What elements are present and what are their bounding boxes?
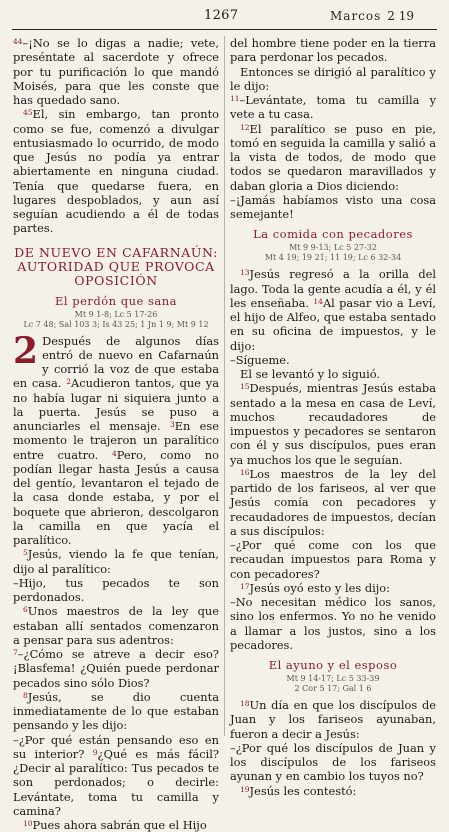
verse-number: 10 xyxy=(23,819,33,828)
verse-text: En ese momento le trajeron un paralítico entre cuatro. xyxy=(13,419,219,462)
verse-text: Unos maestros de la ley que estaban allí sentados comenzaron a pensar para sus adentros: xyxy=(13,604,219,647)
verse-16 xyxy=(230,467,436,538)
chapter-verse: 2 19 xyxy=(387,9,414,23)
verse-number: 12 xyxy=(240,122,250,132)
verse-11 xyxy=(230,93,436,122)
verse-17 xyxy=(230,581,436,595)
verse-1 xyxy=(13,329,219,548)
verse-text: Un día en que los discípulos de Juan y los fariseos ayunaban, fueron a decir a Jesús: xyxy=(230,698,436,741)
cross-reference: 2 Cor 5 17; Gal 1 6 xyxy=(294,684,372,693)
verse-19 xyxy=(230,784,436,798)
dialogue-line: –Hijo, tus pecados te son perdonados. xyxy=(13,575,219,604)
verse-text: Jesús oyó esto y les dijo: xyxy=(249,580,390,595)
verse-number: 11 xyxy=(230,94,240,103)
header-rule xyxy=(12,29,437,30)
cross-reference: Mt 9 1-8; Lc 5 17-26 xyxy=(74,309,158,319)
verse-number: 17 xyxy=(240,581,250,591)
left-column xyxy=(13,36,219,832)
verse-text: Acudieron tantos, que ya no había lugar ni siquiera junto a la puerta. Jesús se puso a anunciarles el mensaje. xyxy=(13,376,219,433)
verse-number: 44 xyxy=(13,37,23,46)
verse-text: Los maestros de la ley del partido de los fariseos, al ver que Jesús comía con pecadores y recaudadores de impuestos, decían a sus discípulos: xyxy=(230,466,436,538)
book-name: Marcos xyxy=(330,9,382,23)
verse-6 xyxy=(13,604,219,647)
verse-44: $^{44}$–¡No se lo digas a nadie; vete, preséntate al sacerdote y ofrece por tu purificación lo que mandó Moisés, para que les conste que has quedado sano. xyxy=(13,36,219,107)
verse-number: 13 xyxy=(240,268,250,278)
verse-text: Jesús les contestó: xyxy=(249,783,357,798)
verse-text: Al pasar vio a Leví, el hijo de Alfeo, que estaba sentado en su oficina de impuestos, y le dijo: xyxy=(230,295,436,353)
verse-number: 16 xyxy=(240,467,250,477)
right-column xyxy=(230,36,436,798)
verse-text: –¿Cómo se atreve a decir eso? ¡Blasfema! ¿Quién puede perdonar pecados sino sólo Dios? xyxy=(13,647,219,690)
verse-number: 7 xyxy=(13,648,18,657)
verse-7 xyxy=(13,647,219,690)
verse-text: Jesús, viendo la fe que tenían, dijo al paralítico: xyxy=(13,547,219,576)
running-head xyxy=(330,9,414,23)
cross-reference: Lc 7 48; Sal 103 3; Is 43 25; 1 Jn 1 9; Mt 9 12 xyxy=(23,319,209,329)
narration: Entonces se dirigió al paralítico y le dijo: xyxy=(230,64,436,93)
verse-number: 18 xyxy=(240,699,250,708)
verse-number: 14 xyxy=(313,296,323,306)
cross-reference: Mt 9 14-17; Lc 5 33-39 xyxy=(286,674,380,683)
verse-text: Jesús, se dio cuenta inmediatamente de lo que estaban pensando y les dijo: xyxy=(13,689,219,733)
page-header xyxy=(0,6,449,28)
cross-reference: Mt 4 19; 19 21; 11 19; Lc 6 32-34 xyxy=(264,253,402,263)
verse-15 xyxy=(230,381,436,467)
verse-45 xyxy=(13,107,219,235)
section-title: DE NUEVO EN CAFARNAÚN: AUTORIDAD QUE PROVOCA OPOSICIÓN xyxy=(14,244,218,288)
pericope-title: El perdón que sana xyxy=(55,293,177,308)
verse-text: Pero, como no podían llegar hasta Jesús a causa del gentío, levantaron el tejado de la casa donde estaba, y por el boquete que abrieron, descolgaron la camilla en que yacía el paralítico. xyxy=(13,447,219,547)
verse-number: 8 xyxy=(23,690,28,700)
verse-text: Después de algunos días entró de nuevo en Cafarnaún y corrió la voz de que estaba en casa. xyxy=(13,333,219,391)
verse-text: Después, mientras Jesús estaba sentado a la mesa en casa de Leví, muchos recaudadores de impuestos y pecadores se sentaron con él y sus discípulos, pues eran ya muchos los que le seguían. xyxy=(230,381,436,467)
verse-9 xyxy=(13,733,219,819)
column-divider xyxy=(224,36,225,736)
verse-number: 45 xyxy=(23,108,33,118)
verse-8 xyxy=(13,690,219,733)
verse-text: Jesús regresó a la orilla del lago. Toda la gente acudía a él, y él les enseñaba. xyxy=(230,267,436,310)
verse-number: 4 xyxy=(111,448,117,458)
verse-10 xyxy=(13,818,219,832)
verse-number: 19 xyxy=(240,784,250,794)
verse-text: –¿Por qué están pensando eso en su interior? xyxy=(13,732,219,761)
verse-number: 5 xyxy=(23,548,28,558)
dialogue-line: –¿Por qué come con los que recaudan impuestos para Roma y con pecadores? xyxy=(230,538,436,581)
verse-13 xyxy=(230,267,436,353)
verse-text: Pues ahora sabrán que el Hijo xyxy=(32,818,207,832)
dialogue-line: –No necesitan médico los sanos, sino los enfermos. Yo no he venido a llamar a los justos, sino a los pecadores. xyxy=(230,595,436,652)
verse-5 xyxy=(13,547,219,576)
verse-number: 9 xyxy=(92,747,98,757)
verse-text: ¿Qué es más fácil? ¿Decir al paralítico: Tus pecados te son perdonados; o decirle: Levántate, toma tu camilla y camina? xyxy=(13,746,219,818)
verse-number: 15 xyxy=(240,382,250,392)
verse-number: 2 xyxy=(66,377,71,387)
verse-text: –Levántate, toma tu camilla y vete a tu casa. xyxy=(230,93,436,122)
page-number: 1267 xyxy=(204,8,239,23)
dialogue-line: –¡Jamás habíamos visto una cosa semejante! xyxy=(230,192,436,221)
dialogue-line: –Sígueme. xyxy=(230,352,290,367)
verse-number: 6 xyxy=(23,605,28,615)
verse-18 xyxy=(230,698,436,741)
pericope-title: El ayuno y el esposo xyxy=(268,658,398,672)
verse-12 xyxy=(230,122,436,193)
verse-number: 3 xyxy=(169,420,175,429)
dialogue-line: –¿Por qué los discípulos de Juan y los discípulos de los fariseos ayunan y en cambio los tuyos no? xyxy=(230,740,436,784)
verse-text: El, sin embargo, tan pronto como se fue, comenzó a divulgar entusiasmado lo ocurrido, de modo que Jesús no podía ya entrar abiertamente en ninguna ciudad. Tenía que quedarse fuera, en lugares despoblados, y aun así seguían acudiendo a él de todas partes. xyxy=(13,107,219,236)
verse-text: ¡No se lo digas a nadie; vete, preséntate al sacerdote y ofrece por tu purificación lo que mandó Moisés, para que les conste que has quedado sano. xyxy=(13,36,219,107)
verse-10-cont: del hombre tiene poder en la tierra para perdonar los pecados. xyxy=(230,36,436,65)
verse-text: El paralítico se puso en pie, tomó en seguida la camilla y salió a la vista de todos, de modo que todos se quedaron maravillados y daban gloria a Dios diciendo: xyxy=(230,121,436,193)
cross-reference: Mt 9 9-13; Lc 5 27-32 xyxy=(289,243,377,253)
narration: El se levantó y lo siguió. xyxy=(240,367,381,381)
pericope-title: La comida con pecadores xyxy=(253,227,413,242)
chapter-dropcap: 2 xyxy=(13,329,39,372)
